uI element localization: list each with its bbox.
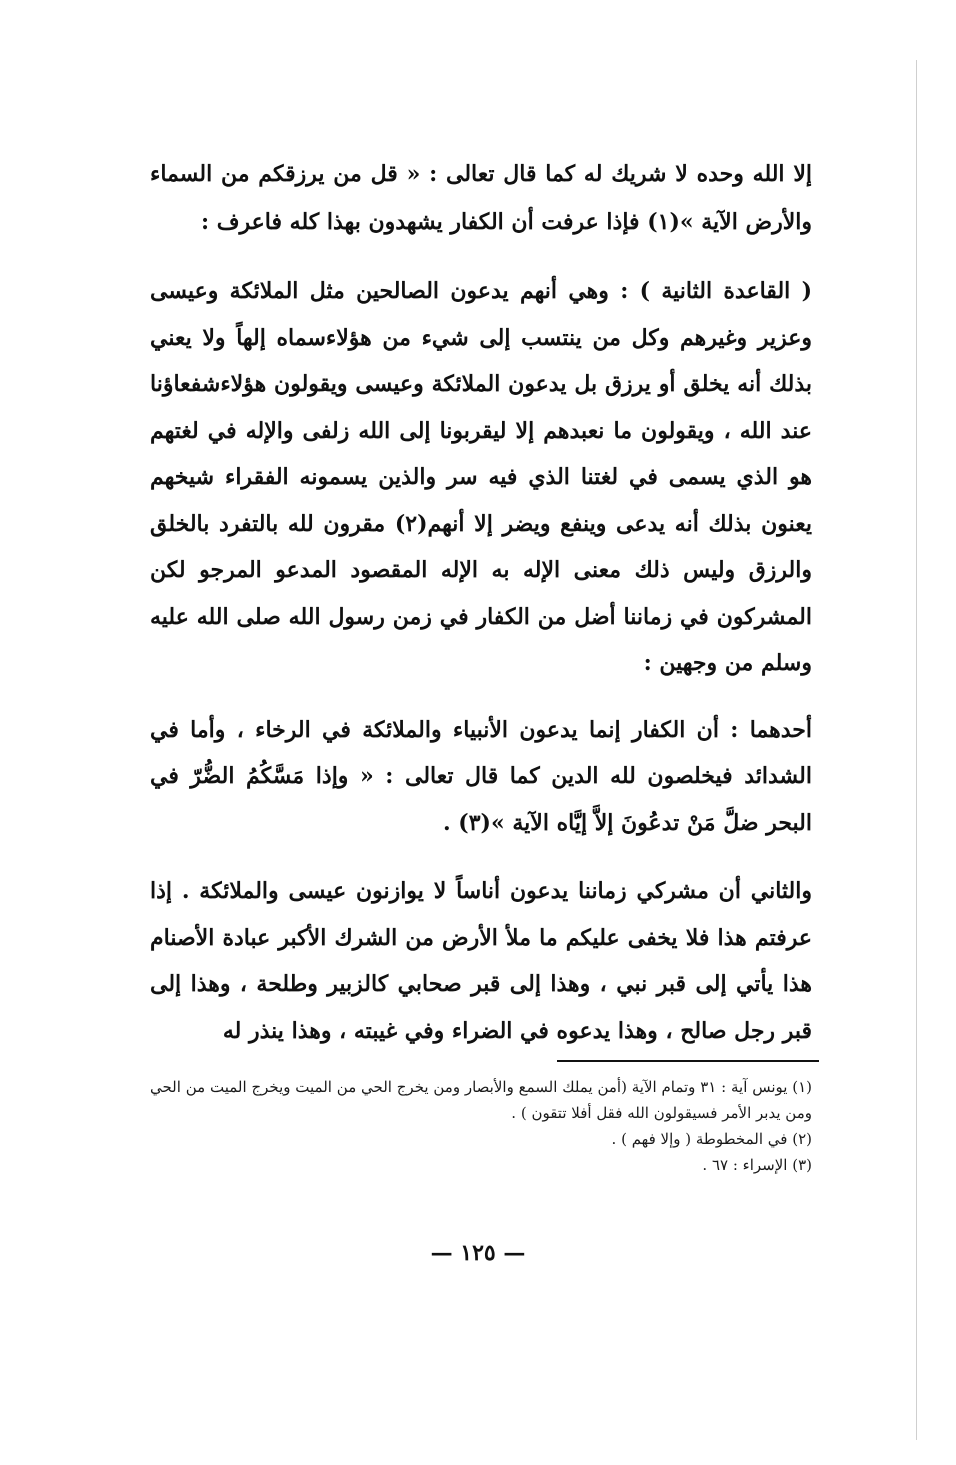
- paragraph: إلا الله وحده لا شريك له كما قال تعالى : « قل من يرزقكم من السماء والأرض الآية »(١) فإذا عرفت أن الكفار يشهدون بهذا كله فاعرف :: [150, 161, 812, 235]
- footnote: (٢) في المخطوطة ( وإلا فهم ) .: [611, 1130, 812, 1148]
- paragraph: أحدهما : أن الكفار إنما يدعون الأنبياء والملائكة في الرخاء ، وأما في الشدائد فيخلصون لله الدين كما قال تعالى : « وإذا مَسَّكُمُ الضُّرّ في البحر ضلَّ مَنْ تدعُونَ إلاَّ إيَّاه الآية »(٣) .: [150, 716, 812, 836]
- paragraph: والثاني أن مشركي زماننا يدعون أناساً لا يوازنون عيسى والملائكة . إذا عرفتم هذا فلا يخفى عليكم ما ملأ الأرض من الشرك الأكبر عبادة الأصنام هذا يأتي إلى قبر نبي ، وهذا إلى قبر صحابي كالزبير وطلحة ، وهذا إلى قبر رجل صالح ، وهذا يدعوه في الضراء وفي غيبته ، وهذا ينذر له: [150, 878, 812, 1044]
- paragraph: ( القاعدة الثانية ) : وهي أنهم يدعون الصالحين مثل الملائكة وعيسى وعزير وغيرهم وكل من ينتسب إلى شيء من هؤلاءسماه إلهاً ولا يعني بذلك أنه يخلق أو يرزق بل يدعون الملائكة وعيسى ويقولون هؤلاءشفعاؤنا عند الله ، ويقولون ما نعبدهم إلا ليقربونا إلى الله زلفى والإله في لغتهم هو الذي يسمى في لغتنا الذي فيه سر والذين يسمونه الفقراء شيخهم يعنون بذلك أنه يدعى وينفع ويضر إلا أنهم(٢) مقرون لله بالتفرد بالخلق والرزق وليس ذلك معنى الإله به الإله المقصود المدعو المرجو لكن المشركون في زماننا أضل من الكفار في زمن رسول الله صلى الله عليه وسلم من وجهين :: [150, 278, 812, 676]
- footnote: (١) يونس آية : ٣١ وتمام الآية (أمن يملك السمع والأبصار ومن يخرج الحي من الميت ويخرج الميت من الحي ومن يدبر الأمر فسيقولون الله فقل أفلا تتقون ) .: [150, 1078, 812, 1122]
- footnote: (٣) الإسراء : ٦٧ .: [702, 1156, 812, 1174]
- footnotes: [150, 1074, 812, 1178]
- footnote-separator: [557, 1060, 819, 1062]
- page-edge-line: [916, 60, 917, 1440]
- main-text: [150, 150, 812, 1054]
- page-number: — ١٢٥ —: [430, 1240, 526, 1266]
